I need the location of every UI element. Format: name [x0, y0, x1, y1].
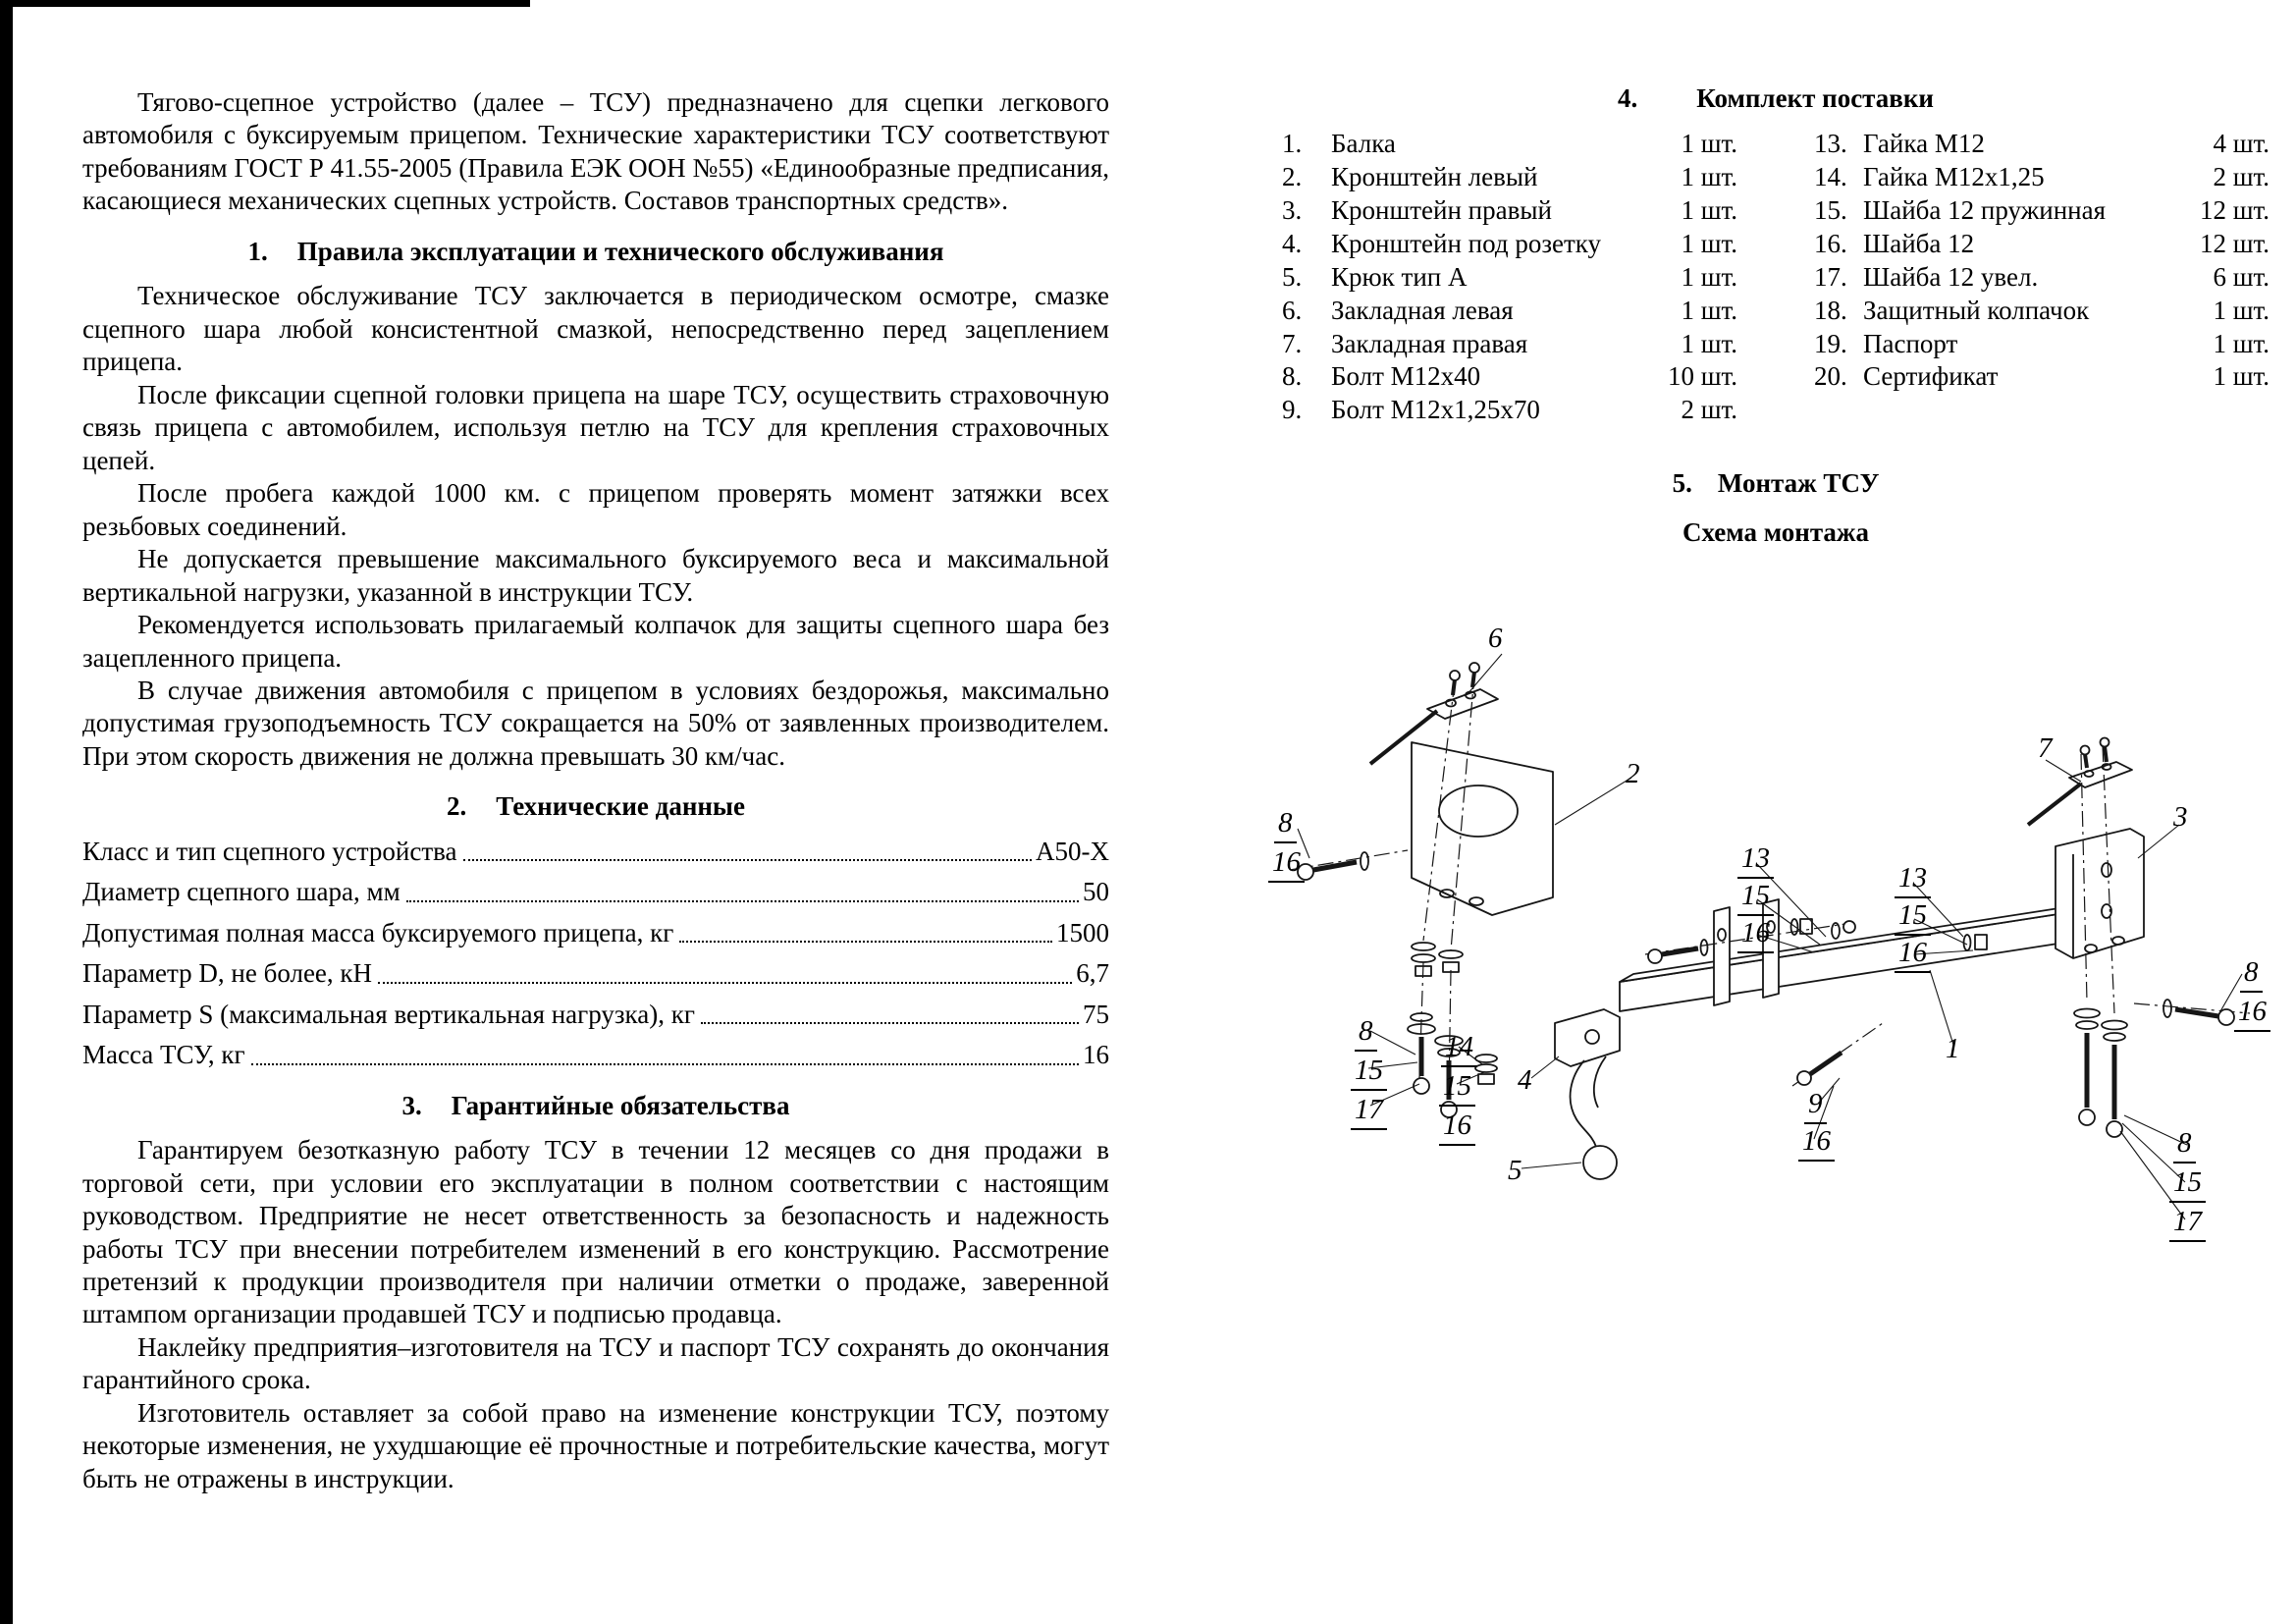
parts-list-left [1282, 127, 1737, 428]
part-name: Шайба 12 пружинная [1863, 195, 2107, 226]
part-number: 19. [1814, 328, 1847, 358]
part-number: 1. [1282, 129, 1303, 159]
diagram-callout: 8 [2240, 958, 2263, 993]
part-number: 4. [1282, 229, 1303, 259]
diagram-callout: 3 [2173, 801, 2188, 833]
right-bracket-shape [2056, 829, 2144, 958]
tech-data-row [82, 1039, 1109, 1071]
paragraph: Изготовитель оставляет за собой право на изменение конструкции ТСУ, поэтому некоторые изменения, не ухудшающие её прочностные и потребительские качества, могут быть не отражены в инструкции. [82, 1397, 1109, 1493]
tech-data-row [82, 917, 1109, 949]
part-row [1282, 195, 1737, 227]
part-number: 14. [1814, 162, 1847, 192]
part-number: 17. [1814, 261, 1847, 292]
part-name: Шайба 12 [1863, 229, 1975, 259]
part-row [1814, 195, 2269, 227]
part-name: Болт М12х1,25х70 [1331, 395, 1540, 425]
part-name: Кронштейн левый [1331, 162, 1538, 192]
left-bracket-shape [1412, 742, 1553, 915]
part-qty: 12 шт. [2199, 195, 2269, 226]
tech-label: Допустимая полная масса буксируемого прицепа, кг [82, 917, 674, 947]
diagram-callout: 16 [2234, 998, 2270, 1032]
part-qty: 1 шт. [1681, 328, 1737, 358]
tech-label: Параметр S (максимальная вертикальная нагрузка), кг [82, 999, 695, 1029]
part-name: Гайка М12 [1863, 129, 1985, 159]
section4-title [1282, 82, 2269, 115]
section3-text: Гарантийные обязательства [451, 1090, 790, 1120]
part-name: Сертификат [1863, 361, 1999, 392]
diagram-callout: 8 [1355, 1017, 1377, 1052]
diagram-callout: 6 [1488, 623, 1503, 654]
diagram-callout: 1 [1946, 1033, 1960, 1064]
section2-text: Технические данные [496, 791, 745, 822]
paragraph: В случае движения автомобиля с прицепом в условиях бездорожья, максимально допустимая грузоподъемность ТСУ сокращается на 50% от заявленных производителем. При этом скорость движения не должна превышать 30 км/час. [82, 675, 1109, 771]
part-row [1282, 262, 1737, 294]
section5-title [1282, 467, 2269, 500]
part-qty: 1 шт. [1681, 295, 1737, 325]
part-name: Закладная левая [1331, 295, 1514, 325]
part-row [1814, 361, 2269, 393]
part-number: 3. [1282, 195, 1303, 226]
technical-data-list [82, 836, 1109, 1072]
part-row [1814, 129, 2269, 160]
part-qty: 1 шт. [2213, 328, 2269, 358]
parts-list-right [1814, 127, 2269, 428]
dotted-leader [251, 1063, 1079, 1065]
tech-label: Масса ТСУ, кг [82, 1040, 245, 1070]
part-name: Болт М12х40 [1331, 361, 1481, 392]
part-qty: 1 шт. [1681, 261, 1737, 292]
part-row [1282, 329, 1737, 360]
section5-text: Монтаж ТСУ [1717, 468, 1880, 499]
diagram-callout: 17 [1351, 1096, 1387, 1130]
tech-value: А50-Х [1036, 836, 1109, 866]
dotted-leader [463, 859, 1032, 861]
intro-paragraph: Тягово-сцепное устройство (далее – ТСУ) предназначено для сцепки легкового автомобиля с буксируемым прицепом. Технические характеристики ТСУ соответствуют требованиям ГОСТ Р 41.55-2005 (Правила ЕЭК ООН №55) «Единообразные предписания, касающиеся механических сцепных устройств. Составов транспортных средств». [82, 87, 1109, 216]
part-number: 8. [1282, 361, 1303, 392]
diagram-callout: 15 [2169, 1168, 2206, 1203]
part-qty: 6 шт. [2213, 261, 2269, 292]
diagram-callout: 16 [1268, 848, 1305, 883]
part-name: Шайба 12 увел. [1863, 261, 2039, 292]
part-row [1282, 361, 1737, 393]
part-name: Паспорт [1863, 328, 1958, 358]
paragraph: Наклейку предприятия–изготовителя на ТСУ и паспорт ТСУ сохранять до окончания гарантийного срока. [82, 1331, 1109, 1395]
section3-number: 3. [401, 1090, 422, 1120]
section4-text: Комплект поставки [1696, 83, 1934, 113]
diagram-callout: 16 [1439, 1111, 1475, 1146]
left-page-column [82, 86, 1109, 1495]
part-qty: 2 шт. [1681, 395, 1737, 425]
diagram-callout: 17 [2169, 1208, 2206, 1242]
part-name: Закладная правая [1331, 328, 1528, 358]
hook-ball-shape [1571, 1056, 1617, 1179]
assembly-diagram [1255, 617, 2295, 1294]
diagram-callout: 13 [1737, 844, 1774, 879]
tech-label: Диаметр сцепного шара, мм [82, 877, 400, 907]
part-name: Защитный колпачок [1863, 295, 2090, 325]
part-qty: 1 шт. [1681, 195, 1737, 226]
part-number: 6. [1282, 295, 1303, 325]
part-row [1814, 296, 2269, 327]
parts-list [1282, 127, 2269, 428]
diagram-callout: 9 [1804, 1090, 1827, 1124]
diagram-callout: 15 [1439, 1072, 1475, 1107]
diagram-callout: 7 [2038, 732, 2053, 764]
section2-number: 2. [447, 791, 467, 822]
part-name: Балка [1331, 129, 1396, 159]
part-qty: 2 шт. [2213, 162, 2269, 192]
diagram-callout: 15 [1351, 1056, 1387, 1091]
part-name: Кронштейн под розетку [1331, 229, 1602, 259]
paragraph: Не допускается превышение максимального буксируемого веса и максимальной вертикальной нагрузки, указанной в инструкции ТСУ. [82, 544, 1109, 607]
tech-value: 75 [1083, 999, 1109, 1029]
part-number: 16. [1814, 229, 1847, 259]
diagram-callout: 8 [1274, 809, 1297, 843]
diagram-callout: 16 [1737, 919, 1774, 953]
diagram-callout: 16 [1895, 939, 1931, 973]
assembly-drawing [1255, 617, 2295, 1294]
section1-number: 1. [247, 236, 268, 266]
part-number: 9. [1282, 395, 1303, 425]
part-number: 2. [1282, 162, 1303, 192]
tech-data-row [82, 836, 1109, 868]
tech-label: Класс и тип сцепного устройства [82, 836, 457, 866]
diagram-callout: 8 [2173, 1129, 2196, 1164]
scan-artifact-top [0, 0, 530, 7]
paragraph: Гарантируем безотказную работу ТСУ в течении 12 месяцев со дня продажи в торговой сети, при условии его эксплуатации в полном соответствии с настоящим руководством. Предприятие не несет ответственность за безопасность и надежность работы ТСУ при внесении потребителем изменений в его конструкцию. Рассмотрение претензий к продукции производителя при наличии отметки о продаже, заверенной штампом организации продавшей ТСУ и подписью продавца. [82, 1135, 1109, 1329]
part-qty: 1 шт. [1681, 229, 1737, 259]
beam-shape [1620, 903, 2091, 1011]
tech-data-row [82, 957, 1109, 990]
part-row [1814, 262, 2269, 294]
right-fastener-stack [2074, 1009, 2127, 1138]
section5-number: 5. [1672, 468, 1692, 499]
diagram-callout: 13 [1895, 864, 1931, 898]
paragraph: После фиксации сцепной головки прицепа на шаре ТСУ, осуществить страховочную связь прицепа с автомобилем, используя петлю на ТСУ для крепления страховочных цепей. [82, 379, 1109, 475]
part-number: 13. [1814, 129, 1847, 159]
part-row [1282, 129, 1737, 160]
diagram-callout: 15 [1895, 901, 1931, 936]
diagram-callout: 14 [1441, 1033, 1477, 1067]
part-row [1282, 162, 1737, 193]
diagram-callout: 4 [1518, 1064, 1532, 1096]
section5-block [1282, 467, 2269, 549]
part-row [1814, 229, 2269, 260]
section3-title [82, 1090, 1109, 1122]
dotted-leader [701, 1022, 1079, 1024]
diagram-callout: 16 [1798, 1127, 1835, 1162]
tech-value: 6,7 [1076, 958, 1109, 989]
dotted-leader [406, 900, 1079, 902]
diagram-callout: 2 [1626, 758, 1640, 789]
section4-number: 4. [1618, 83, 1638, 113]
tech-value: 16 [1083, 1040, 1109, 1070]
section2-title [82, 790, 1109, 823]
part-qty: 1 шт. [1681, 129, 1737, 159]
part-number: 15. [1814, 195, 1847, 226]
tech-label: Параметр D, не более, кН [82, 958, 373, 989]
tech-data-row [82, 999, 1109, 1031]
right-page-column [1282, 82, 2269, 549]
section1-title [82, 236, 1109, 268]
part-qty: 4 шт. [2213, 129, 2269, 159]
scan-artifact-left [0, 0, 13, 1624]
tech-value: 1500 [1056, 917, 1109, 947]
part-qty: 1 шт. [2213, 295, 2269, 325]
part-qty: 1 шт. [2213, 361, 2269, 392]
part-name: Крюк тип А [1331, 261, 1468, 292]
part-name: Гайка М12х1,25 [1863, 162, 2045, 192]
section1-text: Правила эксплуатации и технического обслуживания [296, 236, 944, 266]
part-qty: 10 шт. [1667, 361, 1737, 392]
socket-bracket-shape [1555, 1009, 1620, 1066]
part-number: 20. [1814, 361, 1847, 392]
dotted-leader [679, 941, 1052, 943]
dotted-leader [378, 982, 1072, 984]
part-name: Кронштейн правый [1331, 195, 1552, 226]
part-row [1814, 329, 2269, 360]
part-row [1282, 395, 1737, 426]
paragraph: Рекомендуется использовать прилагаемый колпачок для защиты сцепного шара без зацепленного прицепа. [82, 610, 1109, 673]
part-row [1814, 162, 2269, 193]
part-number: 5. [1282, 261, 1303, 292]
paragraph: После пробега каждой 1000 км. с прицепом проверять момент затяжки всех резьбовых соединений. [82, 478, 1109, 541]
diagram-callout: 15 [1737, 882, 1774, 916]
part-number: 7. [1282, 328, 1303, 358]
diagram-callout: 5 [1508, 1155, 1522, 1186]
part-qty: 12 шт. [2199, 229, 2269, 259]
part-row [1282, 229, 1737, 260]
part-row [1282, 296, 1737, 327]
tech-data-row [82, 876, 1109, 908]
part-number: 18. [1814, 295, 1847, 325]
part-qty: 1 шт. [1681, 162, 1737, 192]
mount-scheme-subtitle: Схема монтажа [1682, 516, 1870, 547]
paragraph: Техническое обслуживание ТСУ заключается в периодическом осмотре, смазке сцепного шара любой консистентной смазкой, непосредственно перед зацеплением прицепа. [82, 281, 1109, 377]
tech-value: 50 [1083, 877, 1109, 907]
